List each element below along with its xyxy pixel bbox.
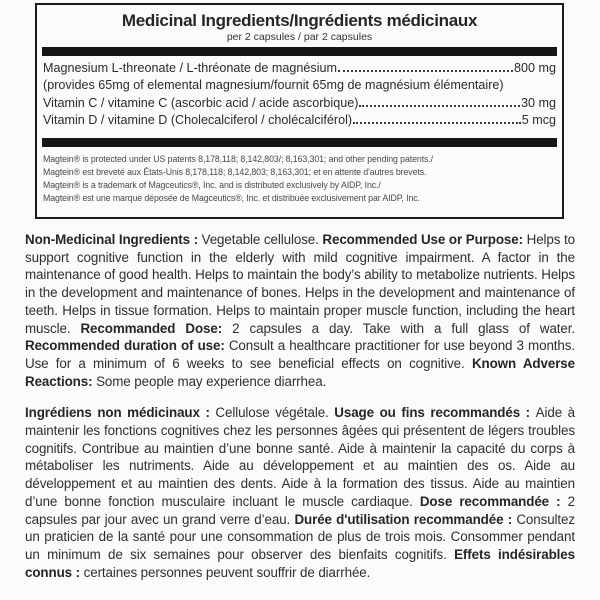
ingredient-amount: 800 mg — [513, 61, 556, 75]
panel-title: Medicinal Ingredients/Ingrédients médicinaux — [121, 11, 478, 30]
dot-leader — [359, 105, 520, 107]
ingredient-name: Magnesium L-threonate / L-thréonate de magnésium — [43, 61, 338, 75]
dot-leader — [338, 70, 513, 72]
ingredient-name: Vitamin C / vitamine C (ascorbic acid / acide ascorbique) — [43, 95, 359, 110]
divider-bar-bottom — [42, 138, 557, 147]
paragraph-text-run: Consult a healthcare practitioner for use beyond 3 months. Use for a minimum of 6 weeks to see beneficial effects on cognitive. — [25, 338, 575, 371]
body-text — [25, 231, 575, 581]
paragraph-heading-run: Recommanded Dose: — [80, 320, 233, 336]
paragraph-french — [25, 404, 575, 581]
patent-line: Magtein® is protected under US patents 8,178,118; 8,142,803/; 8,163,301; and other pending patents./ — [43, 153, 434, 164]
paragraph-text-run: Some people may experience diarrhea. — [96, 373, 327, 389]
ingredient-row — [43, 60, 556, 77]
paragraph-heading-run: Recommended Use or Purpose: — [322, 232, 527, 247]
ingredient-amount: 30 mg — [520, 95, 556, 110]
ingredient-name: Vitamin D / vitamine D (Cholecalciferol / cholécalciférol) — [43, 113, 353, 128]
paragraph-heading-run: Ingrédiens non médicinaux : — [25, 405, 216, 421]
paragraph-heading-run: Effets indésirables connus : — [25, 546, 575, 580]
ingredient-row — [43, 77, 556, 94]
paragraph-text-run: Helps to support cognitive function in the elderly with mild cognitive impairment. A factor in the maintenance of good health. Helps to maintain the body’s ability to metabolize nutrients. Helps in the development and maintenance of bones. Helps in the development and maintenance of teeth. Helps in tissue formation. Helps to maintain proper muscle function, including the heart muscle. — [25, 232, 575, 336]
patent-notes — [43, 153, 556, 206]
paragraph-text-run: Consultez un praticien de la santé pour une consommation de plus de trois mois. Consommer pendant un minimum de six semaines pour observer des bienfaits cognitifs. — [25, 511, 575, 562]
paragraph-text-run: 2 capsules par jour avec un grand verre d’eau. — [25, 493, 576, 527]
panel-subtitle: per 2 capsules / par 2 capsules — [226, 31, 373, 43]
patent-line: Magtein® est une marque déposée de Magceutics®, Inc. et distribuée exclusivement par AIDP, Inc. — [43, 193, 420, 204]
medicinal-ingredients-panel — [35, 3, 564, 219]
paragraph-english — [25, 231, 575, 390]
paragraph-heading-run: Non-Medicinal Ingredients : — [25, 232, 202, 247]
ingredient-row — [43, 112, 556, 129]
paragraph-text-run: 2 capsules a day. Take with a full glass of water. — [232, 320, 575, 336]
ingredient-name: (provides 65mg of elemental magnesium/fournit 65mg de magnésium élémentaire) — [43, 78, 504, 93]
paragraph-heading-run: Known Adverse Reactions: — [25, 355, 576, 389]
paragraph-heading-run: Usage ou fins recommandés : — [334, 405, 536, 421]
ingredient-row — [43, 95, 556, 112]
paragraph-text-run: certaines personnes peuvent souffrir de diarrhée. — [83, 564, 371, 580]
dot-leader — [353, 122, 521, 124]
paragraph-text-run: Cellulose végétale. — [215, 405, 335, 421]
ingredient-amount: 5 mcg — [521, 113, 556, 128]
paragraph-text-run: Aide à maintenir les fonctions cognitives chez les personnes âgées qui présentent de légers troubles cognitifs. Contribue au maintien d’une bonne santé. Aide à maintenir la capacité du corps à métaboliser les nutriments. Aide au développement et au maintien des os. Aide au développement et au maintien des dents. Aide à la formation des tissus. Aide au maintien d’une bonne fonction musculaire incluant le muscle cardiaque. — [25, 405, 575, 509]
paragraph-heading-run: Recommended duration of use: — [25, 338, 229, 354]
patent-line: Magtein® est breveté aux États-Unis 8,178,118; 8,142,803; 8,163,301; et en attente d'autres brevets. — [43, 166, 427, 177]
paragraph-heading-run: Dose recommandée : — [419, 493, 568, 509]
paragraph-text-run: Vegetable cellulose. — [201, 232, 323, 247]
ingredient-list — [43, 60, 556, 130]
divider-bar-top — [42, 47, 557, 56]
paragraph-heading-run: Durée d'utilisation recommandée : — [294, 511, 517, 527]
patent-line: Magtein® is a trademark of Magceutics®, Inc. and is distributed exclusively by AIDP, Inc./ — [43, 180, 381, 191]
